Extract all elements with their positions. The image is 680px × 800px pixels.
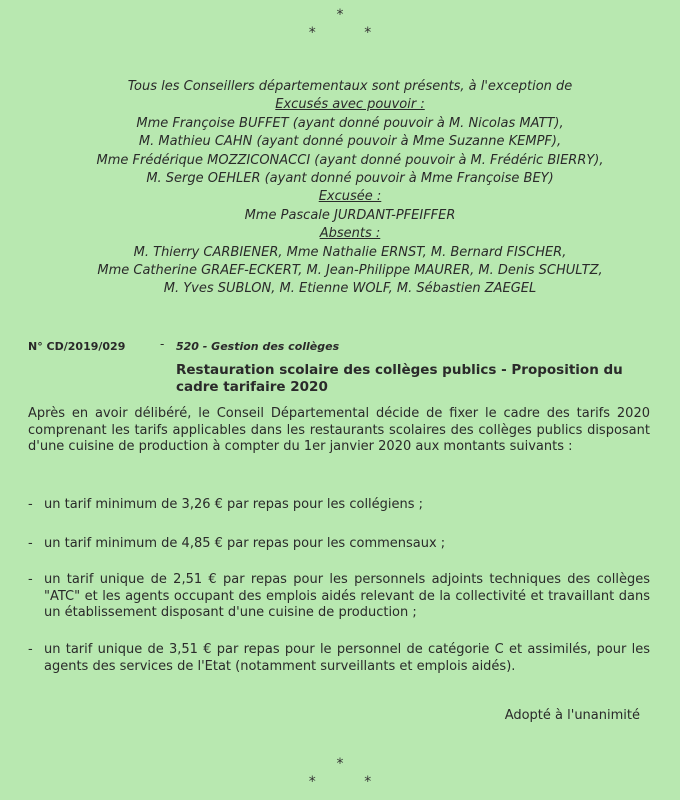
- reference-separator: -: [160, 337, 165, 351]
- deliberation-body: Après en avoir délibéré, le Conseil Départemental décide de fixer le cadre des tarifs 2020 comprenant les tarifs applicables dans les restaurants scolaires des collèges publics disposant d'une cuisine de production à compter du 1er janvier 2020 aux montants suivants :: [28, 406, 650, 454]
- bottom-ornament-row2: * *: [308, 774, 394, 790]
- attendance-intro: Tous les Conseillers départementaux sont présents, à l'exception de: [127, 79, 573, 94]
- absent-line: M. Thierry CARBIENER, Mme Nathalie ERNST, M. Bernard FISCHER,: [133, 244, 567, 260]
- absent-heading: Absents :: [319, 226, 381, 242]
- excused-name: Mme Pascale JURDANT-PFEIFFER: [244, 207, 456, 223]
- absent-line: M. Yves SUBLON, M. Etienne WOLF, M. Sébastien ZAEGEL: [163, 281, 537, 297]
- list-item-text: un tarif minimum de 4,85 € par repas pour les commensaux ;: [44, 536, 446, 551]
- bullet-dash: -: [28, 497, 33, 512]
- bottom-ornament: [0, 757, 680, 789]
- list-item-text: un tarif minimum de 3,26 € par repas pour les collégiens ;: [44, 497, 424, 512]
- section-label: 520 - Gestion des collèges: [176, 340, 340, 353]
- bullet-dash: -: [28, 642, 33, 657]
- list-item-text: un tarif unique de 3,51 € par repas pour le personnel de catégorie C et assimilés, pour les agents des services de l'Etat (notamment surveillants et emplois aidés).: [44, 642, 650, 674]
- absent-line: Mme Catherine GRAEF-ECKERT, M. Jean-Philippe MAURER, M. Denis SCHULTZ,: [97, 263, 603, 279]
- adoption-statement: Adopté à l'unanimité: [504, 708, 640, 723]
- list-item-text: un tarif unique de 2,51 € par repas pour les personnels adjoints techniques des collèges "ATC" et les agents occupant des emplois aidés relevant de la collectivité et travaillant dans un établissement disposant d'une cuisine de production ;: [44, 572, 650, 620]
- excused-with-proxy-line: M. Serge OEHLER (ayant donné pouvoir à Mme Françoise BEY): [146, 171, 554, 187]
- excused-with-proxy-line: M. Mathieu CAHN (ayant donné pouvoir à Mme Suzanne KEMPF),: [138, 134, 562, 150]
- excused-heading: Excusée :: [318, 189, 382, 205]
- bottom-ornament-row1: *: [336, 756, 344, 772]
- excused-with-proxy-heading: Excusés avec pouvoir :: [275, 97, 425, 113]
- excused-with-proxy-line: Mme Frédérique MOZZICONACCI (ayant donné pouvoir à M. Frédéric BIERRY),: [96, 152, 604, 168]
- bullet-dash: -: [28, 536, 33, 551]
- attendance-block: [60, 78, 640, 299]
- deliberation-title: Restauration scolaire des collèges publics - Proposition du cadre tarifaire 2020: [176, 362, 623, 395]
- top-ornament: [0, 8, 680, 40]
- top-ornament-row2: * *: [308, 25, 394, 41]
- excused-with-proxy-line: Mme Françoise BUFFET (ayant donné pouvoir à M. Nicolas MATT),: [136, 115, 564, 131]
- top-ornament-row1: *: [336, 7, 344, 23]
- bullet-dash: -: [28, 572, 33, 587]
- deliberation-reference: N° CD/2019/029: [28, 340, 126, 353]
